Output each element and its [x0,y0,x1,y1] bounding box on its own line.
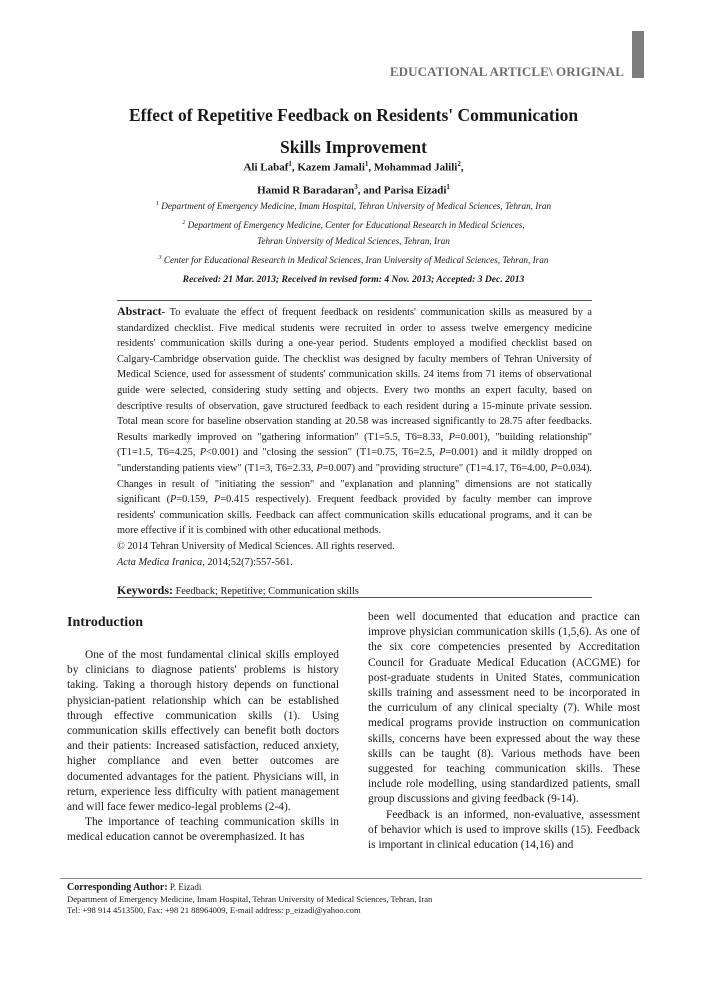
section-heading-introduction: Introduction [67,615,143,630]
affiliation-3 [60,250,647,269]
abstract-text: <0.001) and "closing the session" (T1=0.75, T6=2.5, [206,447,440,459]
author-name: Kazem Jamali [297,161,365,174]
article-title [60,99,647,163]
body-column-left [67,648,339,846]
corresponding-author-address: Department of Emergency Medicine, Imam Hospital, Tehran University of Medical Sciences, Tehran, Iran [67,893,433,904]
affiliation-1 [60,196,647,215]
title-line-1: Effect of Repetitive Feedback on Residents' Communication [128,105,579,125]
corresponding-author-label: Corresponding Author: [67,882,168,893]
corresponding-author-contact: Tel: +98 914 4513500, Fax: +98 21 88964009, E-mail address: p_eizadi@yahoo.com [67,905,361,915]
header-accent-bar [632,31,644,78]
corresponding-author-line [67,882,647,894]
corresponding-author [67,882,647,917]
p-value-symbol: P [448,431,455,443]
keywords-text: Feedback; Repetitive; Communication skills [173,586,359,597]
p-value-symbol: P [316,462,323,474]
affiliation-number: 2 [182,219,186,226]
affiliation-number: 1 [155,201,159,207]
author-affiliation-mark: 1 [288,160,292,168]
abstract-label: Abstract [117,304,162,318]
footer-rule [60,878,642,879]
affiliation-text: Department of Emergency Medicine, Imam Hospital, Tehran University of Medical Sciences, Tehran, Iran [161,201,552,212]
journal-citation [117,555,592,571]
abstract-top-rule [117,300,592,301]
author-separator: , [291,161,298,174]
p-value-symbol: P [199,447,207,459]
affiliation-text: Center for Educational Research in Medical Sciences, Iran University of Medical Sciences, Tehran, Iran [163,254,549,265]
author-separator: , [368,161,374,174]
abstract-body [117,304,592,539]
body-paragraph: One of the most fundamental clinical skills employed by clinicians to diagnose patients' problems is history taking. Taking a thorough history depends on functional physician-patient relationship which can be established through effective communication skills (1). Using communication skills effectively can benefit both doctors and their patients: Increased satisfaction, reduced anxiety, higher compliance and even better outcomes are documented advantages for the patient. Physicians will, in return, experience less difficulty with patient management and will face fewer medico-legal problems (2-4). [67,649,339,814]
author-separator: , and [357,184,384,197]
body-paragraph: Feedback is an informed, non-evaluative, assessment of behavior which is used to improve skills (15). Feedback is important in clinical education (14,16) and [368,808,640,852]
title-line-2: Skills Improvement [280,137,427,157]
p-value-symbol: P [550,462,558,474]
abstract-text: =0.001) and it mildly dropped on "understanding patients view" (T1=3, T6=2.33, [117,447,593,474]
author-affiliation-mark: 3 [354,182,358,191]
abstract-text: =0.159, [176,494,215,506]
abstract-text: To evaluate the effect of frequent feedback on residents' communication skills as measured by a standardized checklist. Five medical students were recruited in order to assess twelve emergency medicine residents' communication skills during a one-year period. Students employed a modified checklist based on Calgary-Cambridge observation guide. The checklist was designed by faculty members of Tehran University of Medical Science, used for assessment of students' communication skills. 24 items from 71 items of observational guide were selected, considering study setting and objects. Every two months an expert faculty, based on descriptive results of observation, gave structured feedback to each resident during a 15-minute private session. Total mean score for baseline observation standing at 20.58 was increased significantly to 28.75 after feedbacks. Results markedly improved on "gathering information" (T1=5.5, T6=8.33, [117,307,592,443]
keywords [117,583,592,598]
affiliation-2 [60,215,647,234]
affiliations [60,196,647,268]
keywords-label: Keywords: [117,583,173,597]
body-paragraph: The importance of teaching communication skills in medical education cannot be overemphasized. It has [67,816,339,844]
author-name: Parisa Eizadi [383,184,447,197]
author-affiliation-mark: 2 [457,160,461,168]
author-line-1 [60,155,647,178]
author-name: Hamid R Baradaran [257,184,355,197]
p-value-symbol: P [439,447,446,459]
abstract-text: =0.034). Changes in result of "initiating the session" and "explanation and planning" dimensions are not statically significant ( [117,462,592,506]
copyright-notice: © 2014 Tehran University of Medical Sciences. All rights reserved. [117,540,395,552]
author-affiliation-mark: 1 [446,182,450,191]
author-list [60,155,647,200]
abstract-text: =0.007) and "providing structure" (T1=4.17, T6=4.00, [322,462,551,474]
abstract-text: =0.001), "building relationship" (T1=1.5, T6=4.25, [117,431,592,459]
author-affiliation-mark: 1 [364,160,369,168]
affiliation-2-cont: Tehran University of Medical Sciences, Tehran, Iran [257,236,450,247]
body-paragraph: been well documented that education and practice can improve physician communication skills (1,5,6). As one of the six core competencies presented by Accreditation Council for Graduate Medical Education (ACGME) for post-graduate students in United States, communication skills training and assessment need to be incorporated in the curriculum of any clinical specialty (7). While most medical programs provide instruction on communication skills, concerns have been expressed about the way these skills can be taught (8). Various methods have been suggested for teaching communication skills. These include role modelling, using standardized patients, small group discussions and giving feedback (9-14). [368,611,640,806]
author-name: Mohammad Jalili [373,161,458,174]
abstract-dash: - [161,307,170,318]
keywords-bottom-rule [117,597,592,598]
body-column-right [368,610,640,853]
citation-details: , 2014;52(7):557-561. [202,556,293,568]
section-label: EDUCATIONAL ARTICLE\ ORIGINAL [389,64,624,79]
p-value-symbol: P [170,494,177,506]
received-dates: Received: 21 Mar. 2013; Received in revised form: 4 Nov. 2013; Accepted: 3 Dec. 2013 [182,274,525,285]
affiliation-text: Department of Emergency Medicine, Center for Educational Research in Medical Sciences, [187,219,525,230]
abstract-text: =0.415 respectively). Frequent feedback provided by faculty member can improve residents' communication skills. Feedback can affect communication skills educational programs, and it can be more effective if it is combined with other educational methods. [117,494,592,537]
abstract [117,304,592,570]
corresponding-author-name: P. Eizadi [167,882,202,892]
author-name: Ali Labaf [243,161,289,174]
author-separator: , [460,161,464,174]
p-value-symbol: P [214,494,221,506]
journal-name: Acta Medica Iranica [117,556,203,568]
affiliation-number: 3 [158,254,162,261]
